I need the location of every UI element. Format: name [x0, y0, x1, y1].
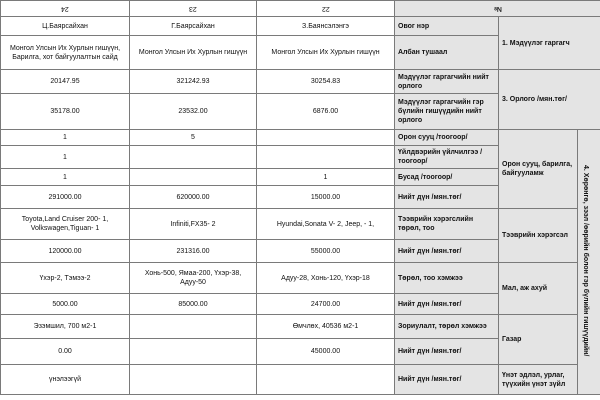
- cell-apartment-3: [257, 130, 395, 146]
- cell-position-3: Монгол Улсын Их Хурлын гишүүн: [257, 36, 395, 70]
- cell-family-income-3: 6876.00: [257, 94, 395, 130]
- row-label-industrial: Үйлдвэрийн үйлчилгээ /тоогоор/: [395, 146, 499, 169]
- cell-livestock-total-1: 5000.00: [1, 294, 130, 315]
- cell-land-type-1: Эзэмшил, 700 м2-1: [1, 315, 130, 339]
- row-label-apartment: Орон сууц /тоогоор/: [395, 130, 499, 146]
- group-land: Газар: [499, 315, 578, 365]
- cell-vehicle-type-2: Infiniti,FX35- 2: [130, 209, 257, 240]
- table-row: [1, 130, 600, 146]
- cell-housing-total-3: 15000.00: [257, 186, 395, 209]
- row-label-vehicle-total: Нийт дүн /мян.төг/: [395, 240, 499, 263]
- cell-vehicle-type-3: Hyundai,Sonata V- 2, Jeep, - 1,: [257, 209, 395, 240]
- cell-vehicle-total-3: 55000.00: [257, 240, 395, 263]
- cell-apartment-2: 5: [130, 130, 257, 146]
- column-number-header: №: [395, 1, 600, 17]
- column-number-24: 24: [1, 1, 130, 17]
- cell-name-3: З.Баянсэлэнгэ: [257, 17, 395, 36]
- cell-livestock-total-3: 24700.00: [257, 294, 395, 315]
- cell-land-total-3: 45000.00: [257, 339, 395, 365]
- row-label-livestock-type: Төрөл, тоо хэмжээ: [395, 263, 499, 294]
- column-number-23: 23: [130, 1, 257, 17]
- cell-vehicle-total-1: 120000.00: [1, 240, 130, 263]
- table-row: [1, 17, 600, 36]
- group-valuables: Үнэт эдлэл, урлаг, түүхийн үнэт зүйл: [499, 365, 578, 395]
- cell-position-1: Монгол Улсын Их Хурлын гишүүн, Барилга, хот байгуулалтын сайд: [1, 36, 130, 70]
- group-housing: Орон сууц, барилга, байгууламж: [499, 130, 578, 209]
- cell-other-3: 1: [257, 169, 395, 186]
- cell-livestock-type-2: Хонь-500, Ямаа-200, Үхэр-38, Адуу-50: [130, 263, 257, 294]
- group-livestock: Мал, аж ахуй: [499, 263, 578, 315]
- group-applicant: 1. Мэдүүлэг гаргагч: [499, 17, 600, 70]
- cell-valuables-total-1: үнэлээгүй: [1, 365, 130, 395]
- cell-livestock-type-3: Адуу-28, Хонь-120, Үхэр-18: [257, 263, 395, 294]
- cell-land-total-1: 0.00: [1, 339, 130, 365]
- cell-name-1: Ц.Баярсайхан: [1, 17, 130, 36]
- cell-land-total-2: [130, 339, 257, 365]
- section-assets: 4. Хөрөнгө, зээл /өөрийн болон гэр бүлийн гишүүдийн/: [578, 130, 600, 395]
- cell-industrial-3: [257, 146, 395, 169]
- row-label-valuables-total: Нийт дүн /мян.төг/: [395, 365, 499, 395]
- row-label-position: Албан тушаал: [395, 36, 499, 70]
- column-number-22: 22: [257, 1, 395, 17]
- row-label-livestock-total: Нийт дүн /мян.төг/: [395, 294, 499, 315]
- cell-valuables-total-3: [257, 365, 395, 395]
- row-label-housing-total: Нийт дүн /мян.төг/: [395, 186, 499, 209]
- cell-other-1: 1: [1, 169, 130, 186]
- cell-position-2: Монгол Улсын Их Хурлын гишүүн: [130, 36, 257, 70]
- cell-housing-total-2: 620000.00: [130, 186, 257, 209]
- table-row: [1, 365, 600, 395]
- row-label-other: Бусад /тоогоор/: [395, 169, 499, 186]
- table-row: [1, 315, 600, 339]
- cell-industrial-2: [130, 146, 257, 169]
- cell-name-2: Г.Баярсайхан: [130, 17, 257, 36]
- cell-income-2: 321242.93: [130, 70, 257, 94]
- row-label-name: Овог нэр: [395, 17, 499, 36]
- row-label-land-type: Зориулалт, төрөл хэмжээ: [395, 315, 499, 339]
- cell-vehicle-total-2: 231316.00: [130, 240, 257, 263]
- cell-apartment-1: 1: [1, 130, 130, 146]
- row-label-land-total: Нийт дүн /мян.төг/: [395, 339, 499, 365]
- table-row: [1, 209, 600, 240]
- cell-other-2: [130, 169, 257, 186]
- cell-livestock-type-1: Үхэр-2, Тэмээ-2: [1, 263, 130, 294]
- cell-land-type-3: Өмчлөх, 40536 м2-1: [257, 315, 395, 339]
- group-income: 3. Орлого /мян.төг/: [499, 70, 600, 130]
- cell-vehicle-type-1: Toyota,Land Cruiser 200- 1, Volkswagen,Tiguan- 1: [1, 209, 130, 240]
- row-label-vehicle-type: Тээврийн хэрэгслийн төрөл, тоо: [395, 209, 499, 240]
- cell-income-3: 30254.83: [257, 70, 395, 94]
- cell-housing-total-1: 291000.00: [1, 186, 130, 209]
- cell-land-type-2: [130, 315, 257, 339]
- cell-family-income-1: 35178.00: [1, 94, 130, 130]
- cell-industrial-1: 1: [1, 146, 130, 169]
- row-label-income: Мэдүүлэг гаргагчийн нийт орлого: [395, 70, 499, 94]
- column-number-row: [1, 1, 600, 17]
- row-label-family-income: Мэдүүлэг гаргагчийн гэр бүлийн гишүүдийн нийт орлого: [395, 94, 499, 130]
- cell-livestock-total-2: 85000.00: [130, 294, 257, 315]
- cell-family-income-2: 23532.00: [130, 94, 257, 130]
- table-row: [1, 70, 600, 94]
- table-row: [1, 263, 600, 294]
- cell-valuables-total-2: [130, 365, 257, 395]
- group-vehicle: Тээврийн хэрэгсэл: [499, 209, 578, 263]
- cell-income-1: 20147.95: [1, 70, 130, 94]
